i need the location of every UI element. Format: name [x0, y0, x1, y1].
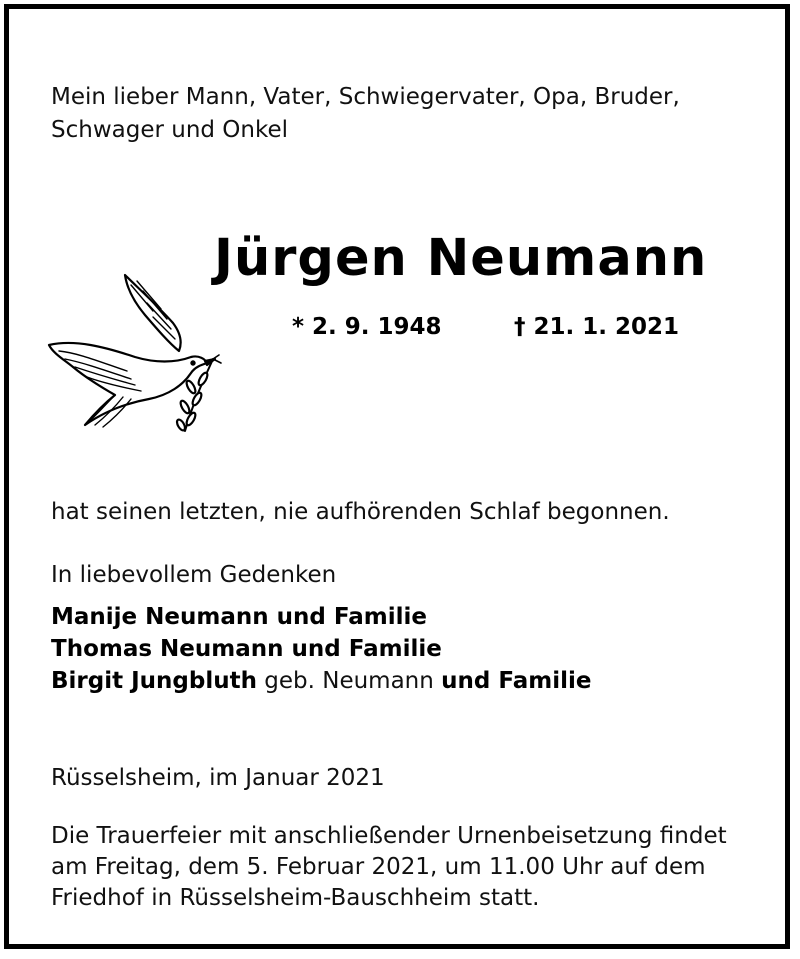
sleep-statement: hat seinen letzten, nie aufhörenden Schlaf begonnen.: [51, 499, 670, 525]
family-entry: [51, 665, 591, 697]
birth-date: * 2. 9. 1948: [292, 314, 442, 340]
family-name: Thomas Neumann und Familie: [51, 636, 442, 662]
family-entry: [51, 633, 591, 665]
place-date: Rüsselsheim, im Januar 2021: [51, 765, 385, 791]
family-suffix: und Familie: [441, 668, 592, 694]
intro-text: [51, 81, 680, 147]
death-date: † 21. 1. 2021: [514, 314, 680, 340]
family-list: [51, 601, 591, 697]
deceased-name: Jürgen Neumann: [214, 229, 708, 288]
family-name: Manije Neumann und Familie: [51, 604, 427, 630]
obituary-notice: [4, 4, 790, 949]
family-entry: [51, 601, 591, 633]
funeral-line-2: am Freitag, dem 5. Februar 2021, um 11.00 Uhr auf dem: [51, 854, 706, 880]
funeral-line-1: Die Trauerfeier mit anschließender Urnenbeisetzung findet: [51, 823, 727, 849]
memory-line: In liebevollem Gedenken: [51, 562, 337, 588]
funeral-line-3: Friedhof in Rüsselsheim-Bauschheim statt.: [51, 885, 540, 911]
funeral-info: [51, 821, 727, 914]
family-name: Birgit Jungbluth: [51, 668, 257, 694]
dove-with-olive-branch-icon: [45, 267, 225, 437]
intro-line-1: Mein lieber Mann, Vater, Schwiegervater, Opa, Bruder,: [51, 84, 680, 110]
family-note: geb. Neumann: [256, 668, 442, 694]
intro-line-2: Schwager und Onkel: [51, 117, 289, 143]
